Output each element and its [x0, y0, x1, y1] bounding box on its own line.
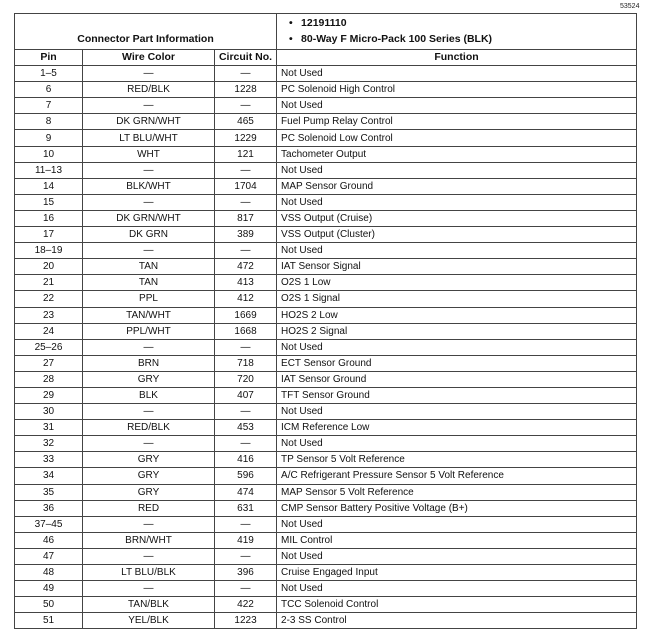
function-cell: VSS Output (Cruise): [277, 210, 637, 226]
wire-color-cell: TAN/WHT: [83, 307, 215, 323]
wire-color-cell: —: [83, 162, 215, 178]
table-row: [15, 516, 637, 532]
pin-cell: 7: [15, 98, 83, 114]
function-cell: TP Sensor 5 Volt Reference: [277, 452, 637, 468]
wire-color-cell: TAN/BLK: [83, 597, 215, 613]
circuit-number-cell: —: [215, 581, 277, 597]
function-cell: Not Used: [277, 243, 637, 259]
connector-table: [14, 13, 637, 629]
function-cell: VSS Output (Cluster): [277, 227, 637, 243]
function-cell: A/C Refrigerant Pressure Sensor 5 Volt Reference: [277, 468, 637, 484]
circuit-number-cell: 416: [215, 452, 277, 468]
pin-cell: 25–26: [15, 339, 83, 355]
circuit-number-cell: 419: [215, 532, 277, 548]
connector-type: 80-Way F Micro-Pack 100 Series (BLK): [301, 32, 493, 45]
pin-cell: 22: [15, 291, 83, 307]
circuit-number-cell: 1229: [215, 130, 277, 146]
circuit-number-cell: 720: [215, 371, 277, 387]
connector-title: Connector Part Information: [15, 14, 277, 50]
pin-cell: 17: [15, 227, 83, 243]
table-row: [15, 178, 637, 194]
pin-cell: 47: [15, 548, 83, 564]
pin-cell: 48: [15, 565, 83, 581]
wire-color-cell: LT BLU/BLK: [83, 565, 215, 581]
table-row: [15, 227, 637, 243]
circuit-number-cell: 413: [215, 275, 277, 291]
table-row: [15, 114, 637, 130]
column-header-circuit-no: Circuit No.: [215, 50, 277, 66]
pin-cell: 1–5: [15, 66, 83, 82]
circuit-number-cell: —: [215, 436, 277, 452]
table-row: [15, 548, 637, 564]
circuit-number-cell: —: [215, 404, 277, 420]
pin-cell: 20: [15, 259, 83, 275]
table-row: [15, 404, 637, 420]
table-row: [15, 146, 637, 162]
table-row: [15, 581, 637, 597]
circuit-number-cell: 1669: [215, 307, 277, 323]
table-row: [15, 565, 637, 581]
wire-color-cell: GRY: [83, 452, 215, 468]
circuit-number-cell: 412: [215, 291, 277, 307]
circuit-number-cell: —: [215, 548, 277, 564]
function-cell: Not Used: [277, 404, 637, 420]
function-cell: Not Used: [277, 516, 637, 532]
pin-cell: 24: [15, 323, 83, 339]
circuit-number-cell: 1668: [215, 323, 277, 339]
pin-cell: 9: [15, 130, 83, 146]
wire-color-cell: DK GRN/WHT: [83, 210, 215, 226]
wire-color-cell: DK GRN/WHT: [83, 114, 215, 130]
circuit-number-cell: —: [215, 98, 277, 114]
function-cell: TCC Solenoid Control: [277, 597, 637, 613]
table-row: [15, 210, 637, 226]
function-cell: HO2S 2 Low: [277, 307, 637, 323]
table-row: [15, 339, 637, 355]
function-cell: PC Solenoid Low Control: [277, 130, 637, 146]
table-row: [15, 420, 637, 436]
connector-info: [277, 14, 637, 50]
function-cell: Not Used: [277, 581, 637, 597]
table-row: [15, 387, 637, 403]
circuit-number-cell: —: [215, 339, 277, 355]
table-row: [15, 291, 637, 307]
pin-cell: 46: [15, 532, 83, 548]
pin-cell: 32: [15, 436, 83, 452]
function-cell: MIL Control: [277, 532, 637, 548]
pin-cell: 30: [15, 404, 83, 420]
table-row: [15, 194, 637, 210]
circuit-number-cell: 422: [215, 597, 277, 613]
table-row: [15, 597, 637, 613]
wire-color-cell: —: [83, 194, 215, 210]
circuit-number-cell: —: [215, 243, 277, 259]
column-header-row: [15, 50, 637, 66]
pin-cell: 51: [15, 613, 83, 629]
pin-cell: 23: [15, 307, 83, 323]
pin-cell: 33: [15, 452, 83, 468]
table-row: [15, 259, 637, 275]
pin-cell: 49: [15, 581, 83, 597]
wire-color-cell: —: [83, 404, 215, 420]
function-cell: Not Used: [277, 66, 637, 82]
function-cell: 2-3 SS Control: [277, 613, 637, 629]
bullet-icon: •: [289, 16, 293, 29]
wire-color-cell: GRY: [83, 484, 215, 500]
wire-color-cell: LT BLU/WHT: [83, 130, 215, 146]
pin-cell: 18–19: [15, 243, 83, 259]
pin-cell: 37–45: [15, 516, 83, 532]
table-row: [15, 452, 637, 468]
pin-cell: 16: [15, 210, 83, 226]
table-row: [15, 82, 637, 98]
function-cell: Not Used: [277, 194, 637, 210]
wire-color-cell: RED/BLK: [83, 82, 215, 98]
pin-cell: 36: [15, 500, 83, 516]
wire-color-cell: —: [83, 98, 215, 114]
function-cell: O2S 1 Low: [277, 275, 637, 291]
wire-color-cell: BLK: [83, 387, 215, 403]
wire-color-cell: —: [83, 339, 215, 355]
connector-type-line: [289, 32, 633, 48]
table-row: [15, 130, 637, 146]
wire-color-cell: BLK/WHT: [83, 178, 215, 194]
function-cell: Cruise Engaged Input: [277, 565, 637, 581]
wire-color-cell: TAN: [83, 275, 215, 291]
document-id: 53524: [620, 3, 640, 10]
table-row: [15, 371, 637, 387]
circuit-number-cell: 472: [215, 259, 277, 275]
function-cell: IAT Sensor Signal: [277, 259, 637, 275]
function-cell: Fuel Pump Relay Control: [277, 114, 637, 130]
function-cell: MAP Sensor Ground: [277, 178, 637, 194]
bullet-icon: •: [289, 32, 293, 45]
circuit-number-cell: 389: [215, 227, 277, 243]
part-number: 12191110: [301, 16, 347, 29]
table-row: [15, 307, 637, 323]
circuit-number-cell: 817: [215, 210, 277, 226]
wire-color-cell: GRY: [83, 468, 215, 484]
function-cell: Not Used: [277, 436, 637, 452]
pin-cell: 10: [15, 146, 83, 162]
wire-color-cell: —: [83, 436, 215, 452]
column-header-pin: Pin: [15, 50, 83, 66]
function-cell: Not Used: [277, 162, 637, 178]
wire-color-cell: PPL: [83, 291, 215, 307]
table-row: [15, 355, 637, 371]
circuit-number-cell: —: [215, 194, 277, 210]
circuit-number-cell: 121: [215, 146, 277, 162]
table-row: [15, 484, 637, 500]
function-cell: O2S 1 Signal: [277, 291, 637, 307]
wire-color-cell: YEL/BLK: [83, 613, 215, 629]
function-cell: TFT Sensor Ground: [277, 387, 637, 403]
pin-cell: 28: [15, 371, 83, 387]
table-row: [15, 613, 637, 629]
function-cell: HO2S 2 Signal: [277, 323, 637, 339]
function-cell: CMP Sensor Battery Positive Voltage (B+): [277, 500, 637, 516]
pin-cell: 21: [15, 275, 83, 291]
table-row: [15, 323, 637, 339]
table-row: [15, 532, 637, 548]
circuit-number-cell: 631: [215, 500, 277, 516]
function-cell: Not Used: [277, 548, 637, 564]
pin-cell: 29: [15, 387, 83, 403]
circuit-number-cell: 453: [215, 420, 277, 436]
pin-cell: 31: [15, 420, 83, 436]
circuit-number-cell: 1223: [215, 613, 277, 629]
circuit-number-cell: 718: [215, 355, 277, 371]
function-cell: MAP Sensor 5 Volt Reference: [277, 484, 637, 500]
table-row: [15, 468, 637, 484]
function-cell: PC Solenoid High Control: [277, 82, 637, 98]
wire-color-cell: RED/BLK: [83, 420, 215, 436]
table-row: [15, 162, 637, 178]
pin-cell: 11–13: [15, 162, 83, 178]
function-cell: Tachometer Output: [277, 146, 637, 162]
column-header-function: Function: [277, 50, 637, 66]
column-header-wire-color: Wire Color: [83, 50, 215, 66]
table-row: [15, 436, 637, 452]
wire-color-cell: PPL/WHT: [83, 323, 215, 339]
pin-cell: 6: [15, 82, 83, 98]
wire-color-cell: TAN: [83, 259, 215, 275]
table-row: [15, 500, 637, 516]
function-cell: Not Used: [277, 339, 637, 355]
pin-cell: 27: [15, 355, 83, 371]
wire-color-cell: GRY: [83, 371, 215, 387]
function-cell: ICM Reference Low: [277, 420, 637, 436]
table-row: [15, 98, 637, 114]
circuit-number-cell: —: [215, 66, 277, 82]
function-cell: Not Used: [277, 98, 637, 114]
pin-cell: 14: [15, 178, 83, 194]
pin-cell: 35: [15, 484, 83, 500]
part-number-line: [289, 16, 633, 32]
circuit-number-cell: 465: [215, 114, 277, 130]
table-row: [15, 66, 637, 82]
table-row: [15, 243, 637, 259]
function-cell: IAT Sensor Ground: [277, 371, 637, 387]
wire-color-cell: BRN: [83, 355, 215, 371]
wire-color-cell: —: [83, 243, 215, 259]
table-row: [15, 275, 637, 291]
header-row: [15, 14, 637, 50]
circuit-number-cell: 474: [215, 484, 277, 500]
wire-color-cell: BRN/WHT: [83, 532, 215, 548]
pin-cell: 8: [15, 114, 83, 130]
wire-color-cell: —: [83, 516, 215, 532]
circuit-number-cell: —: [215, 162, 277, 178]
circuit-number-cell: 596: [215, 468, 277, 484]
wire-color-cell: —: [83, 66, 215, 82]
pin-cell: 34: [15, 468, 83, 484]
wire-color-cell: RED: [83, 500, 215, 516]
pin-cell: 15: [15, 194, 83, 210]
circuit-number-cell: 1228: [215, 82, 277, 98]
function-cell: ECT Sensor Ground: [277, 355, 637, 371]
circuit-number-cell: 396: [215, 565, 277, 581]
wire-color-cell: —: [83, 548, 215, 564]
circuit-number-cell: 407: [215, 387, 277, 403]
wire-color-cell: WHT: [83, 146, 215, 162]
wire-color-cell: —: [83, 581, 215, 597]
circuit-number-cell: 1704: [215, 178, 277, 194]
circuit-number-cell: —: [215, 516, 277, 532]
wire-color-cell: DK GRN: [83, 227, 215, 243]
pin-cell: 50: [15, 597, 83, 613]
